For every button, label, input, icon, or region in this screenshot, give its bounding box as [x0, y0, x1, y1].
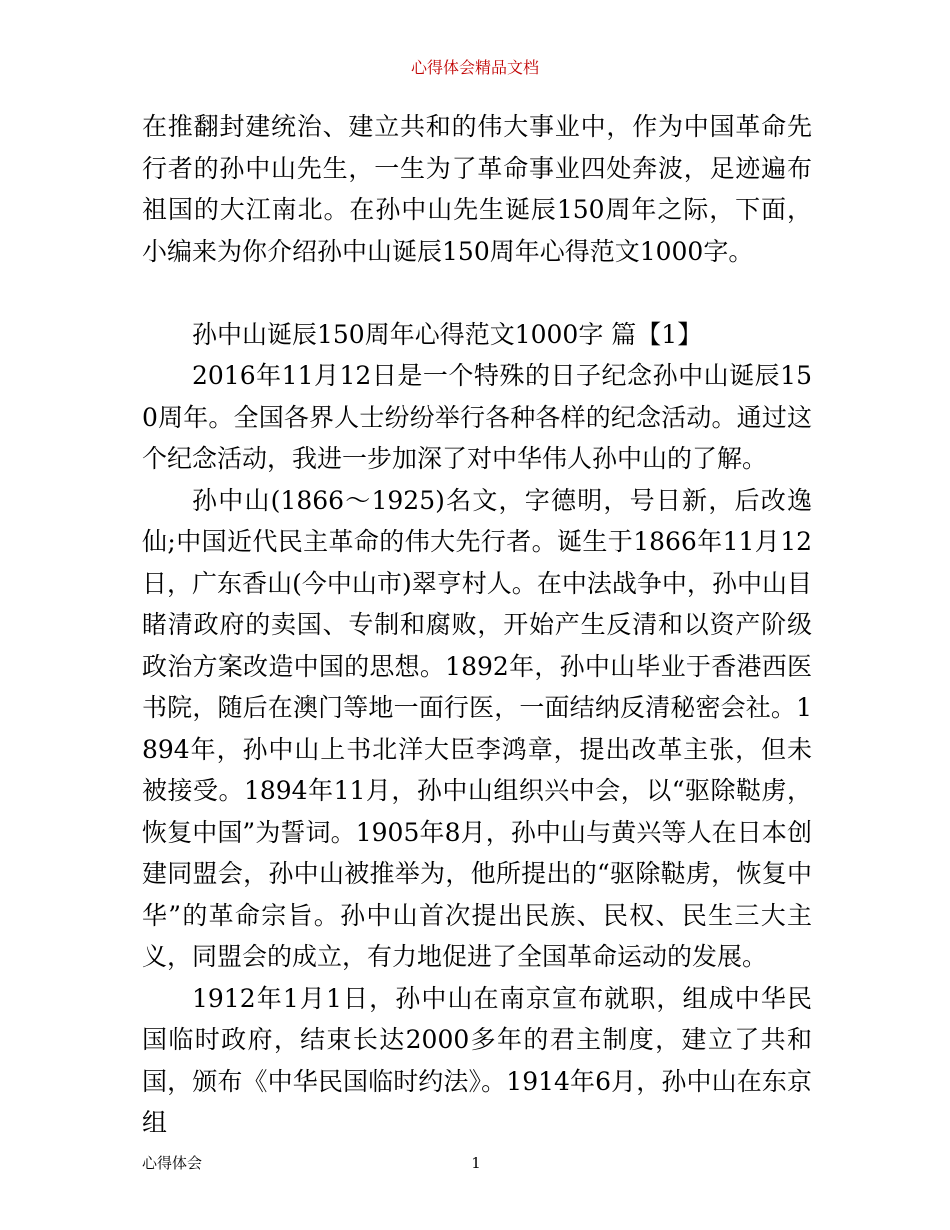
- footer-label: 心得体会: [142, 1154, 203, 1172]
- body-paragraph: 1912年1月1日，孙中山在南京宣布就职，组成中华民国临时政府，结束长达2000多年的君主制度，建立了共和国，颁布《中华民国临时约法》。1914年6月，孙中山在东京组: [142, 983, 812, 1137]
- page-number: 1: [471, 1154, 481, 1172]
- section-heading: 孙中山诞辰150周年心得范文1000字 篇【1】: [192, 319, 703, 349]
- document-body: [142, 106, 812, 1144]
- body-paragraph: 2016年11月12日是一个特殊的日子纪念孙中山诞辰150周年。全国各界人士纷纷举行各种各样的纪念活动。通过这个纪念活动，我进一步加深了对中华伟人孙中山的了解。: [142, 361, 812, 473]
- header-title: 心得体会精品文档: [410, 58, 539, 77]
- body-paragraph: 孙中山(1866～1925)名文，字德明，号日新，后改逸仙;中国近代民主革命的伟大先行者。诞生于1866年11月12日，广东香山(今中山市)翠亨村人。在中法战争中，孙中山目睹清政府的卖国、专制和腐败，开始产生反清和以资产阶级政治方案改造中国的思想。1892年，孙中山毕业于香港西医书院，随后在澳门等地一面行医，一面结纳反清秘密会社。1894年，孙中山上书北洋大臣李鸿章，提出改革主张，但未被接受。1894年11月，孙中山组织兴中会，以“驱除鞑虏，恢复中国”为誓词。1905年8月，孙中山与黄兴等人在日本创建同盟会，孙中山被推举为，他所提出的“驱除鞑虏，恢复中华”的革命宗旨。孙中山首次提出民族、民权、民生三大主义，同盟会的成立，有力地促进了全国革命运动的发展。: [142, 485, 812, 971]
- intro-paragraph: 在推翻封建统治、建立共和的伟大事业中，作为中国革命先行者的孙中山先生，一生为了革命事业四处奔波，足迹遍布祖国的大江南北。在孙中山先生诞辰150周年之际，下面，小编来为你介绍孙中山诞辰150周年心得范文1000字。: [142, 112, 812, 266]
